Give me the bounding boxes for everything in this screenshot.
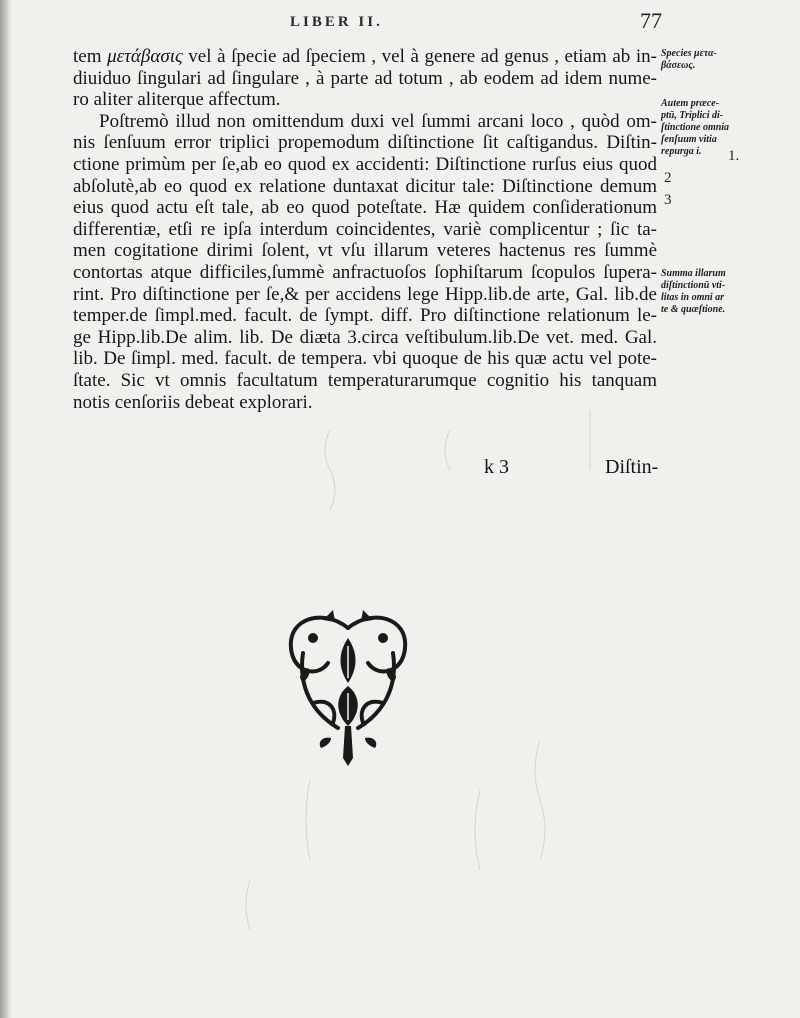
text-line: Poſtremò illud non omittendum duxi vel ſummi arcani loco , quòd om- xyxy=(99,110,657,132)
text-line: differentiæ, etſi re ipſa interdum coincidentes, variè complicentur ; ſic ta- xyxy=(73,218,657,240)
text-line xyxy=(73,46,657,68)
margin-number-3: 3 xyxy=(664,192,672,208)
text-line: rint. Pro diſtinctione per ſe,& per accidens lege Hipp.lib.de arte, Gal. lib.de xyxy=(73,283,657,305)
text-line: ro aliter aliterque affectum. xyxy=(73,89,281,111)
margin-note-line: Species μετα- xyxy=(661,48,717,59)
margin-note-line: ſtinctione omnia xyxy=(661,122,730,133)
text-line: ſtate. Sic vt omnis facultatum temperaturarumque cognitio his tanquam xyxy=(73,369,657,391)
margin-note-line: βάσεως. xyxy=(661,60,696,71)
margin-note-line: litas in omni ar xyxy=(661,292,725,303)
text-line: ge Hipp.lib.De alim. lib. De diæta 3.circa veſtibulum.lib.De vet. med. Gal. xyxy=(73,326,657,348)
page-number: 77 xyxy=(640,8,662,33)
margin-note-line: ptū, Triplici di- xyxy=(661,110,724,121)
margin-number-1: 1. xyxy=(728,148,740,164)
margin-note-summa xyxy=(661,268,741,316)
text-line: men cogitatione dirimi ſolent, vt vſu illarum veteres hactenus res ſummè xyxy=(73,240,657,262)
text-line: contortas atque difficiles,ſummè anfractuoſos ſophiſtarum ſcopulos ſupera- xyxy=(73,261,657,283)
margin-note-species xyxy=(661,48,741,72)
text-line: notis cenſoriis debeat explorari. xyxy=(73,391,313,413)
running-head: LIBER II. xyxy=(290,14,383,30)
margin-note-line: ſenſuum vitia xyxy=(661,134,717,145)
body-text xyxy=(73,46,657,413)
signature-mark: k 3 xyxy=(484,456,509,478)
text-segment: vel à ſpecie ad ſpeciem , vel à genere ad genus , etiam ab in- xyxy=(182,46,657,67)
margin-note-line: te & quæſtione. xyxy=(661,304,726,315)
text-line: abſolutè,ab eo quod ex relatione duntaxat dicitur tale: Diſtinctione demum xyxy=(73,175,657,197)
tailpiece-ornament-icon xyxy=(283,608,413,768)
text-line: eius quod actu eſt tale, ab eo quod poteſtate. Hæ quidem conſiderationum xyxy=(73,197,657,219)
margin-note-line: Autem præce- xyxy=(661,98,720,109)
text-line: diuiduo ſingulari ad ſingulare , à parte ad totum , ab eodem ad idem nume- xyxy=(73,67,657,89)
text-segment: tem xyxy=(73,46,108,67)
text-line: lib. De ſimpl. med. facult. de tempera. vbi quoque de his quæ actu vel pote- xyxy=(73,348,657,370)
margin-note-line: repurga i. xyxy=(661,146,702,157)
greek-term: μετάβασις xyxy=(107,46,183,67)
catchword: Diſtin- xyxy=(605,456,659,478)
text-line: temper.de ſimpl.med. facult. de ſympt. diff. Pro diſtinctione relationum le- xyxy=(73,305,657,327)
margin-note-line: diſtinctionū vti- xyxy=(661,280,726,291)
margin-number-2: 2 xyxy=(664,170,672,186)
margin-note-line: Summa illarum xyxy=(661,268,726,279)
text-line: nis ſenſuum error triplici propemodum diſtinctione ſit caſtigandus. Diſtin- xyxy=(73,132,657,154)
text-line: ctione primùm per ſe,ab eo quod ex accidenti: Diſtinctione rurſus eius quod xyxy=(73,153,657,175)
